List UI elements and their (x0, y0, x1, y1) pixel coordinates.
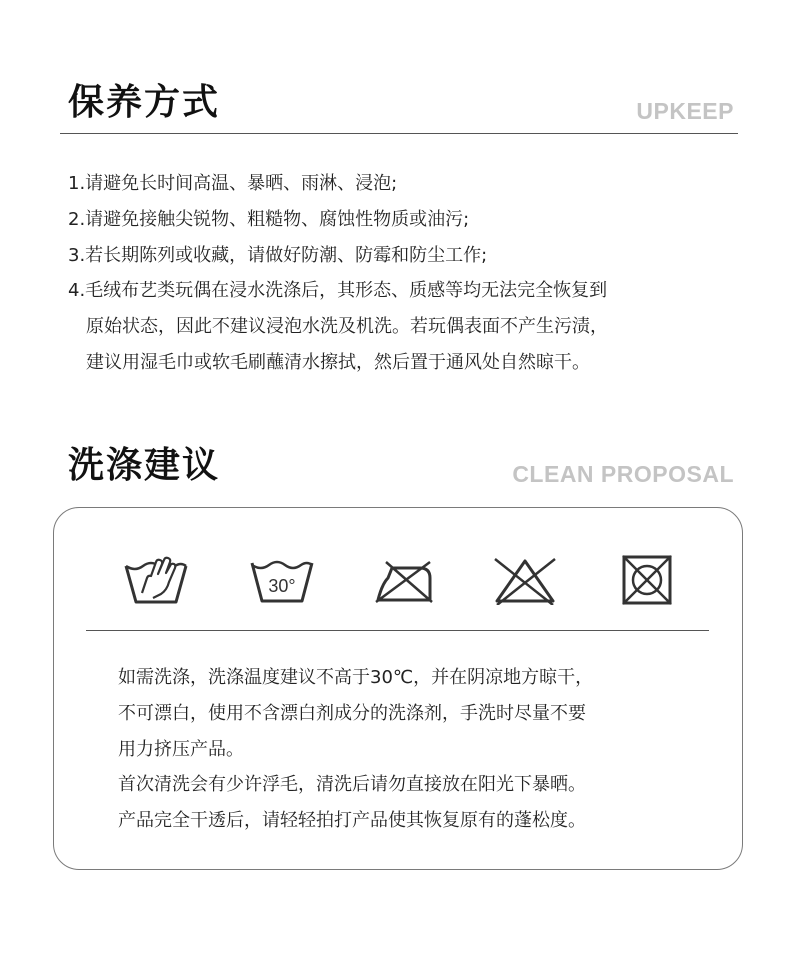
washing-title: 洗涤建议 (68, 444, 221, 486)
upkeep-item-4-line-1: 4.毛绒布艺类玩偶在浸水洗涤后，其形态、质感等均无法完全恢复到 (68, 280, 608, 302)
upkeep-item-1: 1.请避免长时间高温、暴晒、雨淋、浸泡; (68, 173, 398, 194)
washing-instructions (118, 660, 718, 839)
upkeep-title: 保养方式 (68, 81, 221, 123)
do-not-tumble-dry-icon (621, 554, 673, 606)
upkeep-item-4-line-2: 原始状态，因此不建议浸泡水洗及机洗。若玩偶表面不产生污渍， (86, 316, 608, 338)
washing-line-1: 如需洗涤，洗涤温度建议不高于30℃，并在阴凉地方晾干， (118, 667, 594, 688)
upkeep-item-3: 3.若长期陈列或收藏，请做好防潮、防霉和防尘工作; (68, 244, 488, 266)
wash-temperature-label: 30° (268, 576, 296, 596)
do-not-bleach-icon (493, 557, 557, 605)
upkeep-divider (60, 133, 738, 134)
washing-line-5: 产品完全干透后，请轻轻拍打产品使其恢复原有的蓬松度。 (118, 810, 586, 832)
washing-line-4: 首次清洗会有少许浮毛，清洗后请勿直接放在阳光下暴晒。 (118, 774, 586, 796)
hand-wash-icon (123, 552, 189, 608)
washing-line-2: 不可漂白，使用不含漂白剂成分的洗涤剂，手洗时尽量不要 (118, 702, 586, 724)
upkeep-list (68, 166, 748, 381)
upkeep-item-2: 2.请避免接触尖锐物、粗糙物、腐蚀性物质或油污; (68, 208, 470, 230)
washing-line-3: 用力挤压产品。 (118, 738, 244, 760)
washing-divider (86, 630, 709, 631)
upkeep-item-4 (68, 273, 748, 380)
upkeep-subtitle-en: UPKEEP (636, 98, 734, 124)
wash-30-icon (249, 557, 315, 605)
do-not-iron-icon (374, 558, 434, 604)
upkeep-item-4-line-3: 建议用湿毛巾或软毛刷蘸清水擦拭，然后置于通风处自然晾干。 (86, 351, 590, 373)
washing-subtitle-en: CLEAN PROPOSAL (512, 461, 734, 487)
